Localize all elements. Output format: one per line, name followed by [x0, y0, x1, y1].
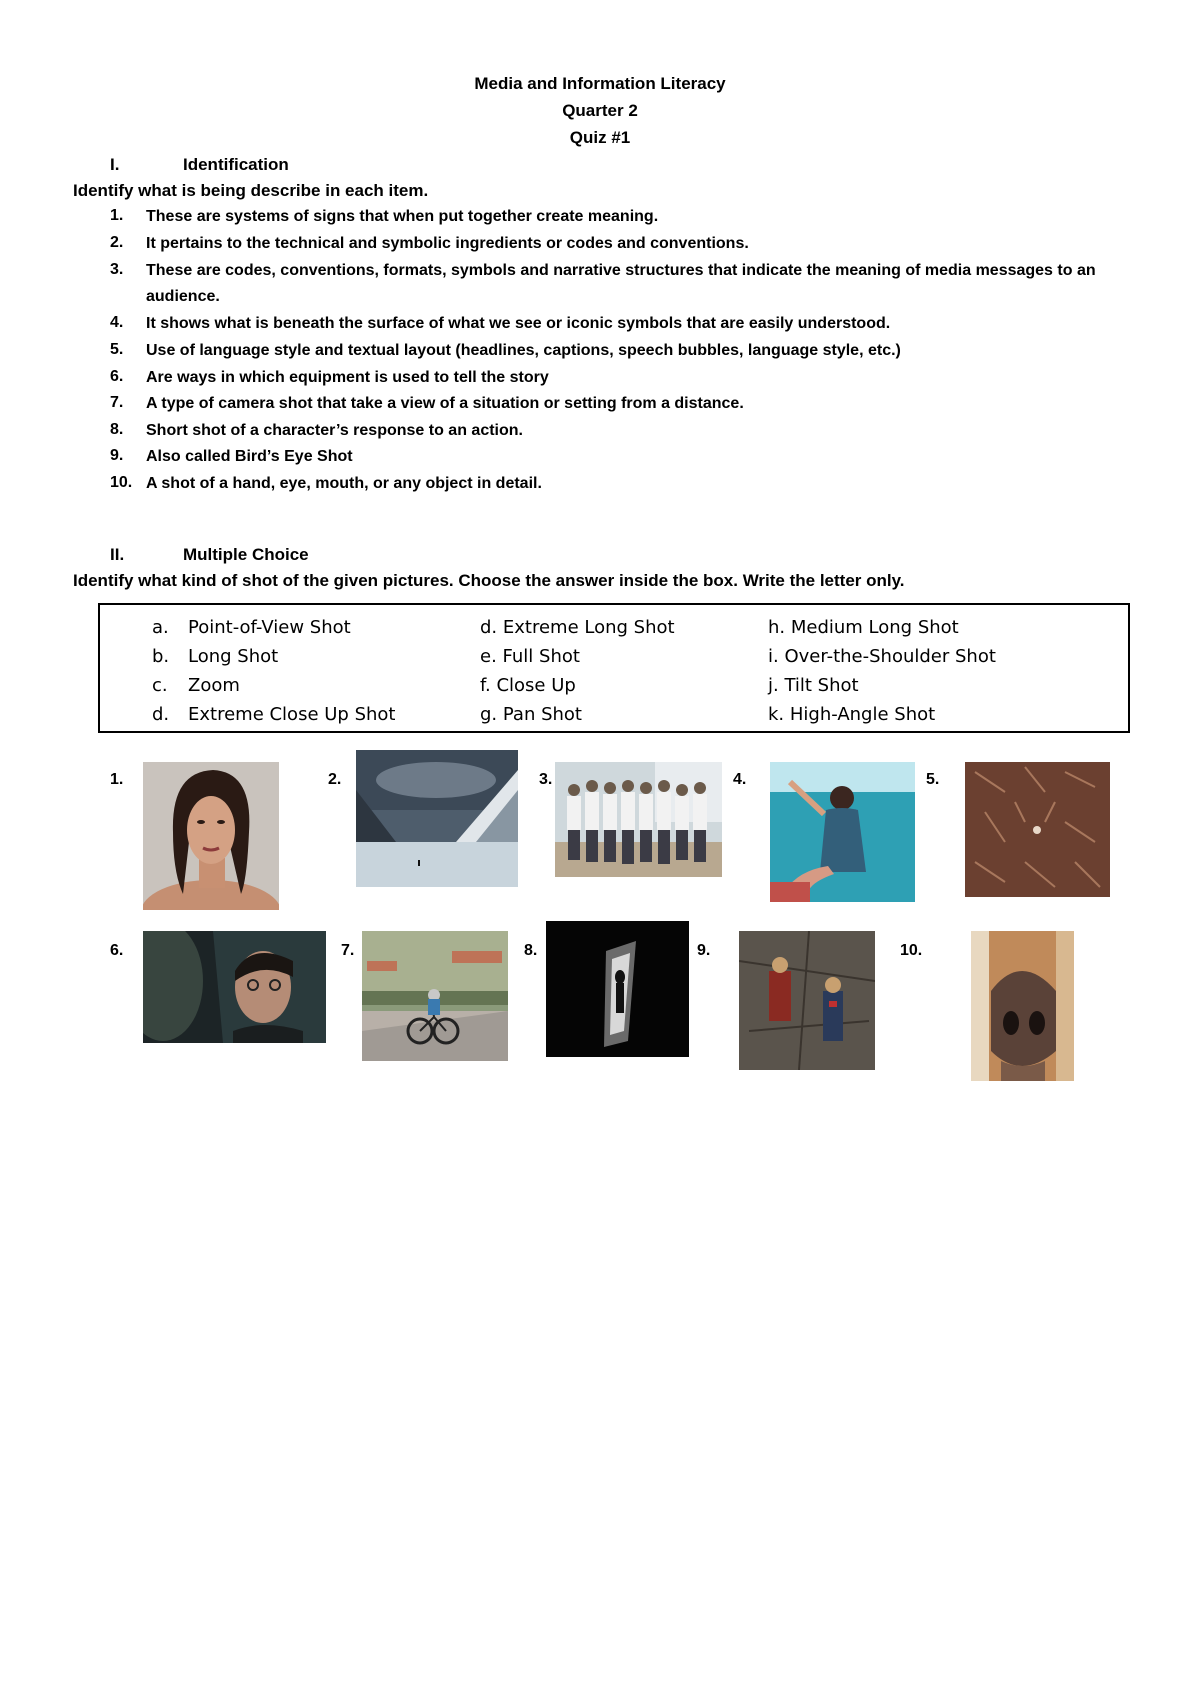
quiz-label: Quiz #1: [569, 128, 631, 147]
choice-text: Extreme Close Up Shot: [188, 704, 396, 725]
picture-6-over-shoulder: [143, 931, 326, 1043]
choice-item: h. Medium Long Shot: [768, 617, 959, 638]
choice-item: k. High-Angle Shot: [768, 704, 936, 725]
picture-4-pov: [770, 762, 915, 902]
picture-label-6: 6.: [110, 942, 124, 959]
part2-instruction: Identify what kind of shot of the given pictures. Choose the answer inside the box. Write the letter only.: [73, 571, 905, 590]
picture-1-portrait: [143, 762, 279, 910]
choice-item: i. Over-the-Shoulder Shot: [768, 646, 996, 667]
item-text: It pertains to the technical and symbolic ingredients or codes and conventions.: [146, 235, 749, 252]
picture-label-2: 2.: [328, 771, 342, 788]
choice-item: e. Full Shot: [480, 646, 580, 667]
picture-9-high-angle: [739, 931, 875, 1070]
item-text: Are ways in which equipment is used to tell the story: [146, 369, 549, 386]
part2-title: Multiple Choice: [183, 545, 309, 564]
choice-letter: d.: [152, 704, 170, 725]
item-number: 1.: [110, 207, 124, 224]
quarter-label: Quarter 2: [562, 101, 638, 120]
choice-letter: c.: [152, 675, 168, 696]
item-text: A shot of a hand, eye, mouth, or any object in detail.: [146, 475, 542, 492]
item-number: 2.: [110, 234, 124, 251]
choice-text: Zoom: [188, 675, 240, 696]
picture-label-5: 5.: [926, 771, 940, 788]
item-text: Also called Bird’s Eye Shot: [146, 448, 353, 465]
picture-label-8: 8.: [524, 942, 538, 959]
choice-letter: b.: [152, 646, 170, 667]
item-text: These are systems of signs that when put together create meaning.: [146, 208, 659, 225]
picture-label-4: 4.: [733, 771, 747, 788]
choice-item: j. Tilt Shot: [768, 675, 859, 696]
part1-numeral: I.: [110, 155, 120, 174]
part2-numeral: II.: [110, 545, 125, 564]
document-title: Media and Information Literacy: [474, 74, 726, 93]
item-text: These are codes, conventions, formats, symbols and narrative structures that indicate the meaning of media messages to an audience.: [146, 262, 1096, 305]
item-number: 5.: [110, 341, 124, 358]
item-text: A type of camera shot that take a view of a situation or setting from a distance.: [146, 395, 744, 412]
item-number: 6.: [110, 368, 124, 385]
picture-3-group: [555, 762, 722, 877]
picture-7-pan: [362, 931, 508, 1061]
picture-label-3: 3.: [539, 771, 553, 788]
picture-10-extreme-close-up: [971, 931, 1074, 1081]
choice-item: d. Extreme Long Shot: [480, 617, 675, 638]
item-text: Use of language style and textual layout (headlines, captions, speech bubbles, language style, etc.): [146, 342, 901, 359]
picture-label-10: 10.: [900, 942, 923, 959]
choice-text: Point-of-View Shot: [188, 617, 351, 638]
item-number: 9.: [110, 447, 124, 464]
choice-text: Long Shot: [188, 646, 279, 667]
item-text: It shows what is beneath the surface of what we see or iconic symbols that are easily understood.: [146, 315, 891, 332]
choice-item: f. Close Up: [480, 675, 576, 696]
picture-5-texture: [965, 762, 1110, 897]
picture-label-1: 1.: [110, 771, 124, 788]
picture-label-9: 9.: [697, 942, 711, 959]
picture-label-7: 7.: [341, 942, 355, 959]
item-number: 3.: [110, 261, 124, 278]
choice-item: g. Pan Shot: [480, 704, 582, 725]
picture-8-dark: [546, 921, 689, 1057]
part1-instruction: Identify what is being describe in each item.: [73, 181, 429, 200]
part1-title: Identification: [183, 155, 289, 174]
choice-letter: a.: [152, 617, 169, 638]
item-number: 4.: [110, 314, 124, 331]
item-number: 8.: [110, 421, 124, 438]
item-number: 7.: [110, 394, 124, 411]
answer-choices-box: [98, 603, 1130, 733]
item-text: Short shot of a character’s response to an action.: [146, 422, 523, 439]
picture-2-landscape: [356, 750, 518, 887]
item-number: 10.: [110, 474, 133, 491]
